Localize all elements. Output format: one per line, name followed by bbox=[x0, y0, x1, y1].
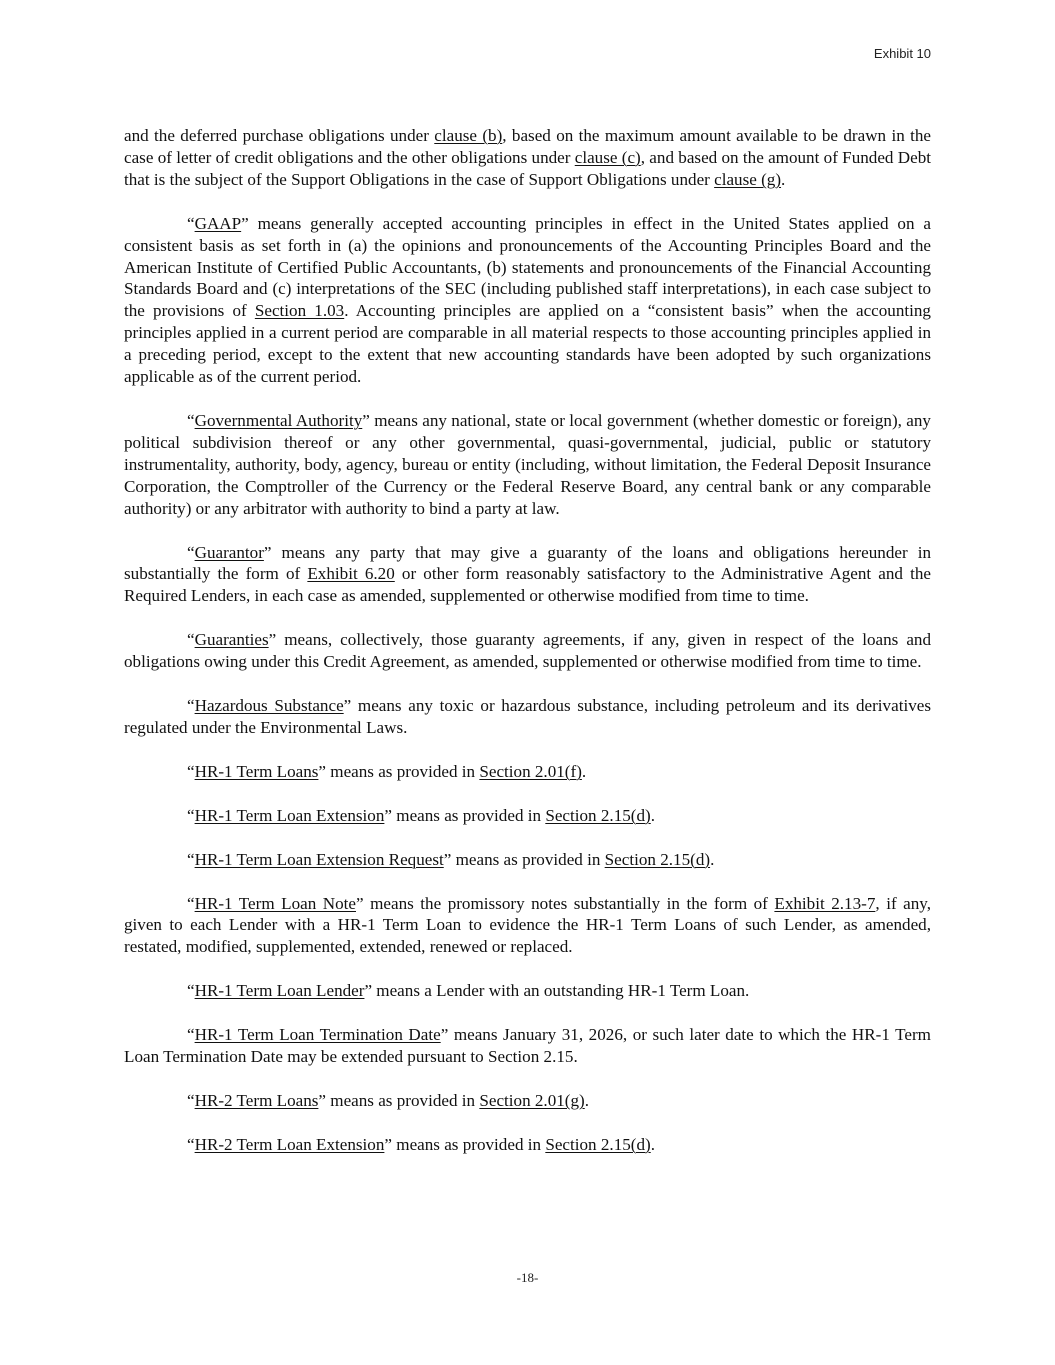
definition-paragraph bbox=[124, 695, 931, 739]
paragraph-text: “ bbox=[187, 696, 195, 716]
paragraph-text: ” means as provided in bbox=[443, 849, 605, 869]
paragraph-text: ” means the promissory notes substantially in the form of bbox=[356, 893, 775, 913]
paragraph-text: “ bbox=[187, 542, 195, 562]
definition-paragraph bbox=[124, 410, 931, 520]
definition-paragraph bbox=[124, 761, 931, 783]
definition-paragraph bbox=[124, 1134, 931, 1156]
definition-paragraph bbox=[124, 125, 931, 191]
underlined-reference: Section 1.03 bbox=[254, 301, 345, 321]
paragraph-text: ” means as provided in bbox=[318, 1091, 480, 1110]
paragraph-text: or other form reasonably satisfactory to the Administrative Agent and the Required Lenders, in each case as amended, supplemented or otherwise modified from time to time. bbox=[124, 564, 931, 606]
underlined-reference: HR-1 Term Loan Lender bbox=[194, 981, 365, 1001]
underlined-reference: Guaranties bbox=[194, 630, 269, 650]
underlined-reference: Section 2.15(d) bbox=[604, 849, 711, 869]
definition-paragraph bbox=[124, 893, 931, 959]
paragraph-text: ” means as provided in bbox=[384, 805, 546, 825]
paragraph-text: “ bbox=[187, 630, 195, 650]
paragraph-text: “ bbox=[187, 761, 195, 781]
paragraph-text: , and based on the amount of Funded Debt that is the subject of the Support Obligations in the case of Support Obligations under bbox=[124, 147, 931, 189]
paragraph-text: , based on the maximum amount available to be drawn in the case of letter of credit obligations and the other obligations under bbox=[124, 126, 931, 167]
underlined-reference: Governmental Authority bbox=[194, 410, 363, 430]
paragraph-text: ” means as provided in bbox=[384, 1134, 546, 1154]
underlined-reference: Exhibit 6.20 bbox=[307, 564, 395, 584]
underlined-reference: clause (b) bbox=[434, 126, 503, 145]
definition-paragraph bbox=[124, 213, 931, 388]
underlined-reference: HR-2 Term Loan Extension bbox=[194, 1134, 385, 1154]
paragraph-text: . bbox=[781, 169, 786, 189]
paragraph-text: ” means generally accepted accounting principles in effect in the United States applied on a consistent basis as set forth in (a) the opinions and pronouncements of the Accounting Principles Board and the American Institute of Certified Public Accountants, (b) statements and pronouncements of the Financial Accounting Standards Board and (c) interpretations of the SEC (including published staff interpretations), in each case subject to the provisions of bbox=[124, 213, 931, 321]
paragraph-text: “ bbox=[187, 213, 195, 233]
definition-paragraph bbox=[124, 1024, 931, 1068]
paragraph-text: and the deferred purchase obligations under bbox=[124, 126, 435, 145]
paragraph-text: ” means a Lender with an outstanding HR-1 Term Loan. bbox=[364, 981, 750, 1001]
underlined-reference: HR-1 Term Loan Extension Request bbox=[194, 849, 444, 869]
page-number: -18- bbox=[516, 1270, 539, 1285]
paragraph-text: ” means any toxic or hazardous substance, including petroleum and its derivatives regulated under the Environmental Laws. bbox=[124, 696, 931, 737]
exhibit-label: Exhibit 10 bbox=[873, 46, 931, 61]
underlined-reference: HR-1 Term Loan Extension bbox=[194, 805, 385, 825]
paragraph-text: . bbox=[584, 1091, 590, 1110]
underlined-reference: HR-1 Term Loan Note bbox=[194, 893, 356, 913]
underlined-reference: GAAP bbox=[194, 213, 242, 233]
definition-paragraph bbox=[124, 849, 931, 871]
paragraph-text: ” means any national, state or local government (whether domestic or foreign), any political subdivision thereof or any other governmental, quasi-governmental, judicial, public or statutory instrumentality, authority, body, agency, bureau or entity (including, without limitation, the Federal Deposit Insurance Corporation, the Comptroller of the Currency or the Federal Reserve Board, any central bank or any comparable authority) or any arbitrator with authority to bind a party at law. bbox=[124, 410, 931, 518]
paragraph-text: “ bbox=[187, 849, 195, 869]
paragraph-text: “ bbox=[187, 1134, 195, 1154]
paragraph-text: . bbox=[650, 805, 656, 825]
paragraph-text: ” means, collectively, those guaranty agreements, if any, given in respect of the loans and obligations owing under this Credit Agreement, as amended, supplemented or otherwise modified from time to time. bbox=[124, 630, 931, 672]
definition-paragraph bbox=[124, 805, 931, 827]
paragraph-text: . Accounting principles are applied on a “consistent basis” when the accounting principles applied in a current period are comparable in all material respects to those accounting principles applied in a preceding period, except to the extent that new accounting standards have been adopted by such organizations applicable as of the current period. bbox=[124, 301, 931, 387]
paragraph-text: ” means any party that may give a guaranty of the loans and obligations hereunder in substantially the form of bbox=[124, 542, 931, 584]
definition-paragraph bbox=[124, 629, 931, 673]
paragraph-text: . bbox=[650, 1134, 656, 1154]
underlined-reference: Section 2.15(d) bbox=[545, 805, 651, 825]
paragraph-text: “ bbox=[187, 981, 195, 1001]
underlined-reference: Section 2.01(g) bbox=[479, 1091, 585, 1110]
underlined-reference: Exhibit 2.13-7 bbox=[774, 893, 876, 913]
paragraph-text: “ bbox=[187, 805, 195, 825]
paragraph-text: ” means as provided in bbox=[318, 761, 480, 781]
paragraph-text: “ bbox=[187, 410, 195, 430]
paragraph-text: “ bbox=[187, 1025, 195, 1045]
definition-paragraph bbox=[124, 980, 931, 1002]
definition-paragraph bbox=[124, 1090, 931, 1112]
definition-paragraph bbox=[124, 542, 931, 608]
paragraph-text: . bbox=[581, 761, 587, 781]
underlined-reference: HR-2 Term Loans bbox=[194, 1091, 319, 1110]
underlined-reference: Section 2.01(f) bbox=[479, 761, 582, 781]
paragraph-text: . bbox=[710, 849, 715, 869]
paragraph-text: “ bbox=[187, 1091, 195, 1110]
underlined-reference: Hazardous Substance bbox=[194, 696, 344, 716]
underlined-reference: Section 2.15(d) bbox=[545, 1134, 651, 1154]
paragraph-text: ” means January 31, 2026, or such later date to which the HR-1 Term Loan Termination Date may be extended pursuant to Section 2.15. bbox=[124, 1025, 931, 1067]
underlined-reference: Guarantor bbox=[194, 542, 264, 562]
paragraph-text: “ bbox=[187, 893, 195, 913]
underlined-reference: HR-1 Term Loan Termination Date bbox=[194, 1025, 441, 1045]
paragraph-text: , if any, given to each Lender with a HR-1 Term Loan to evidence the HR-1 Term Loans of such Lender, as amended, restated, modified, supplemented, extended, renewed or replaced. bbox=[124, 893, 932, 957]
document-body bbox=[124, 125, 931, 1178]
underlined-reference: clause (c) bbox=[574, 147, 641, 167]
underlined-reference: clause (g) bbox=[714, 169, 782, 189]
underlined-reference: HR-1 Term Loans bbox=[194, 761, 319, 781]
